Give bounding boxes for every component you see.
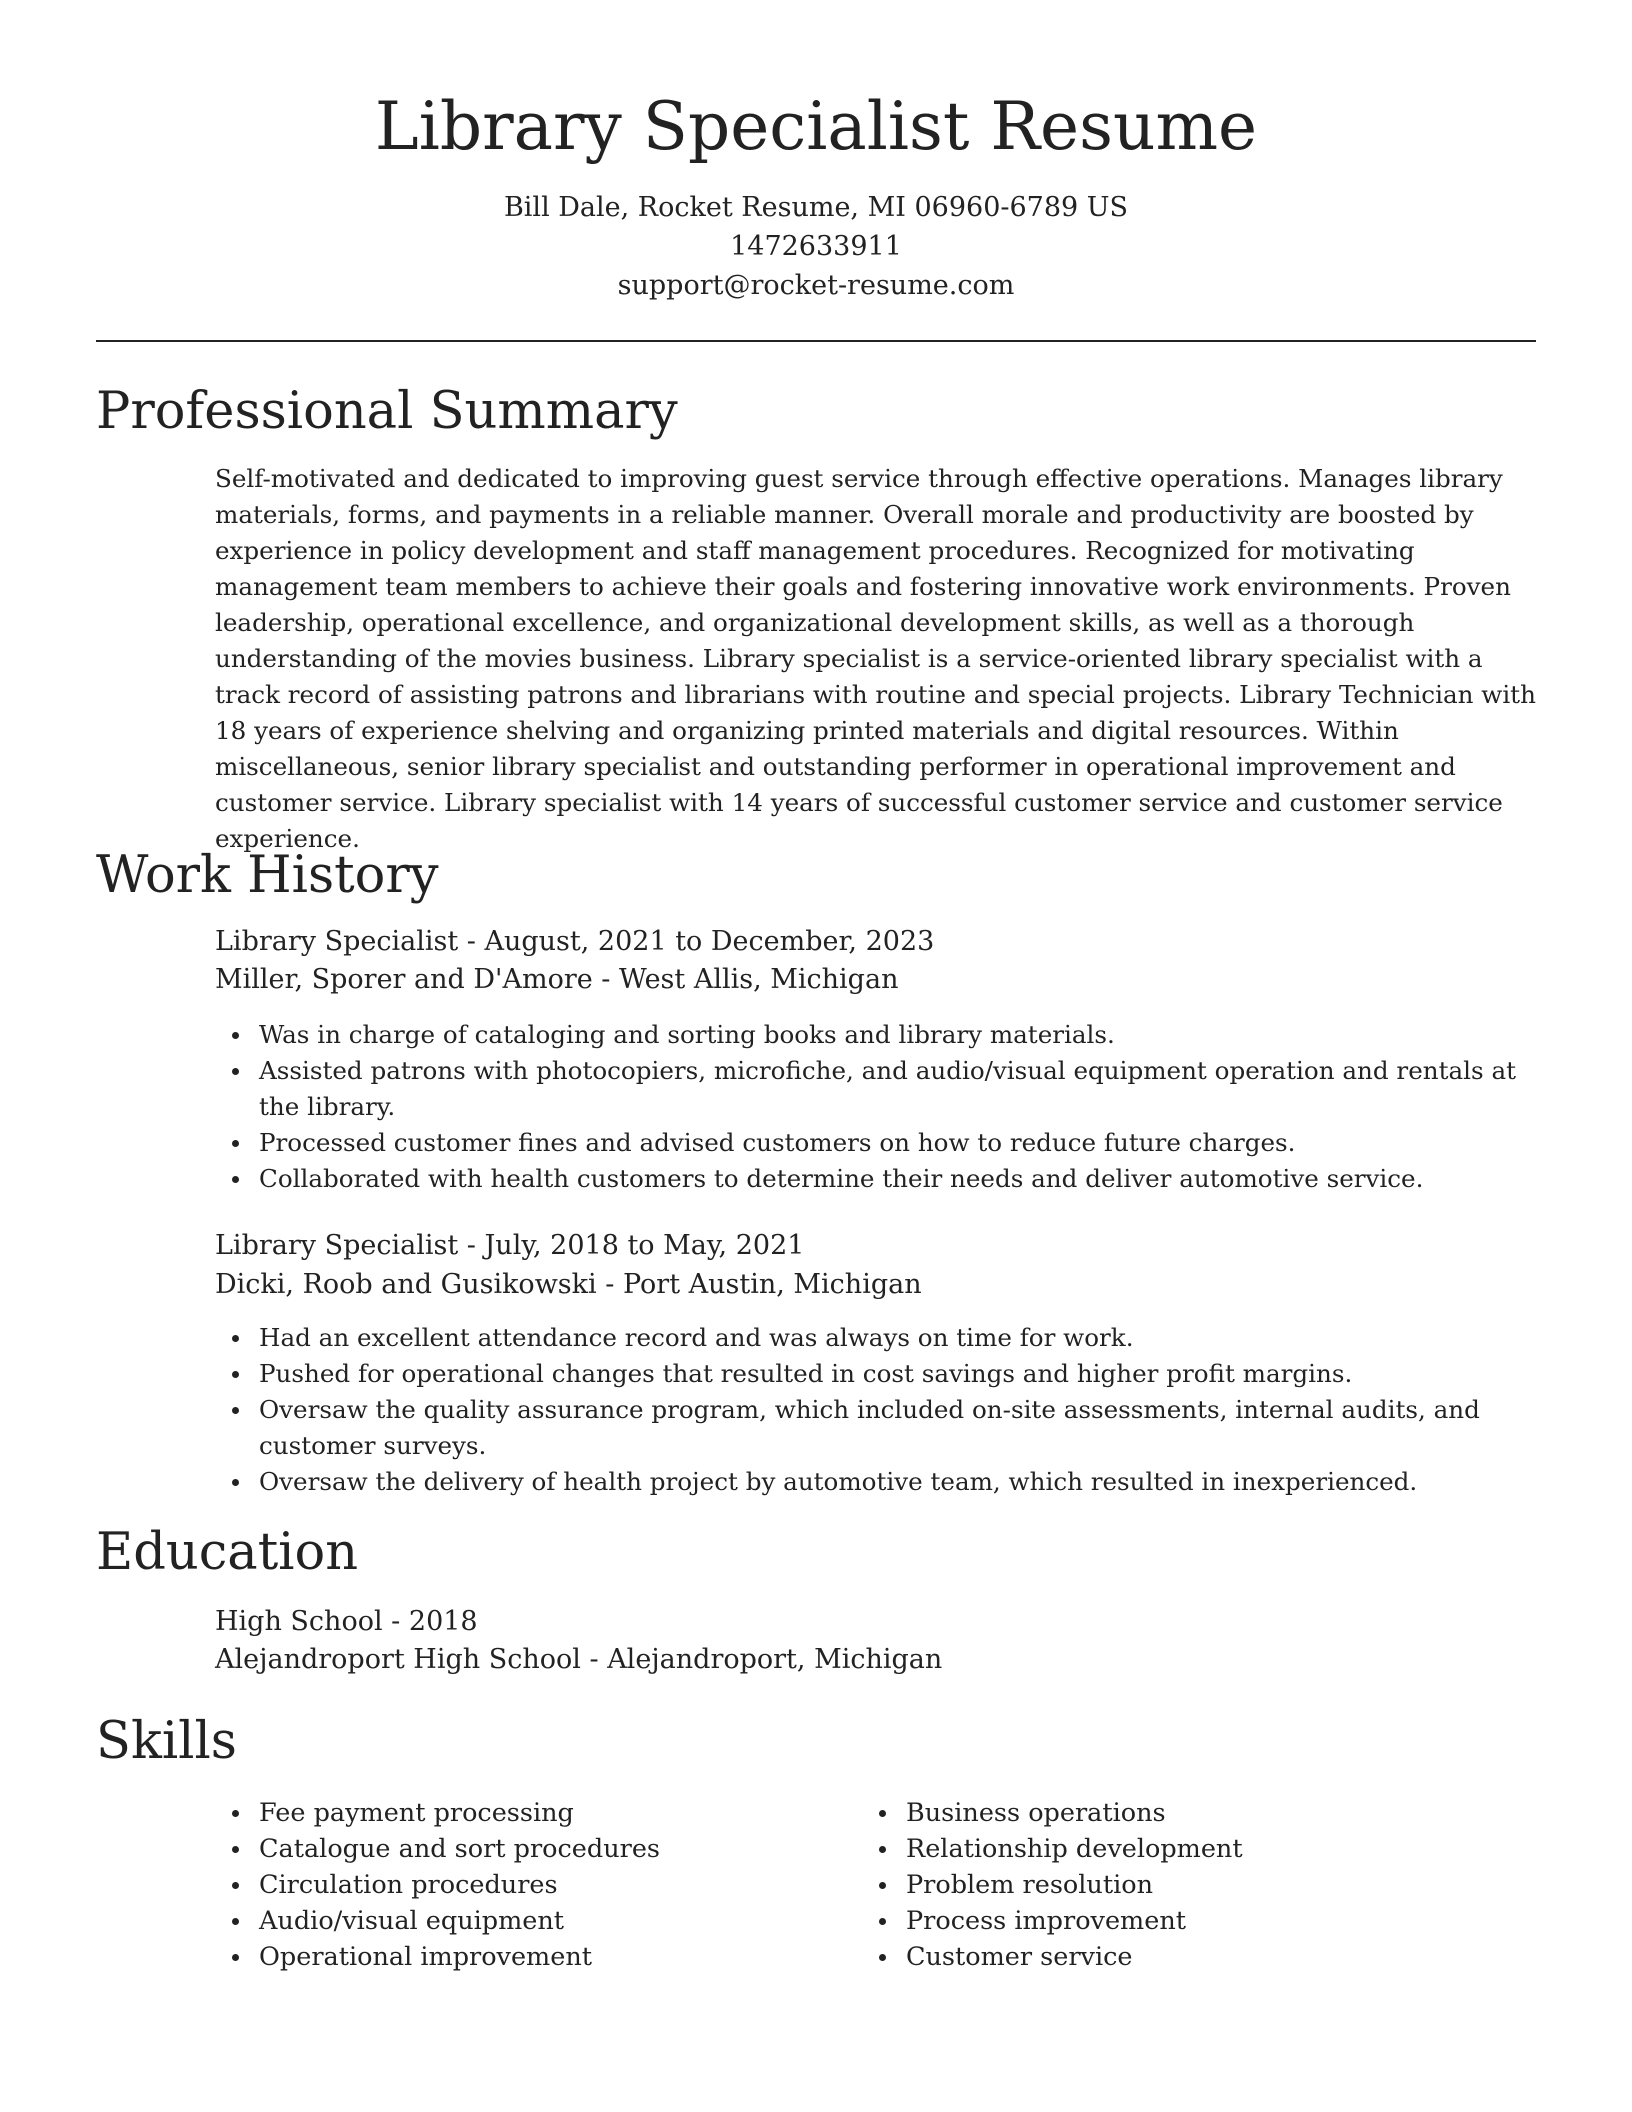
list-item: Business operations [906,1795,1462,1831]
list-item: Assisted patrons with photocopiers, microfiche, and audio/visual equipment operation and rentals at the library. [259,1053,1536,1125]
list-item: Oversaw the quality assurance program, which included on-site assessments, internal audits, and customer surveys. [259,1392,1536,1464]
job-2-title-line [215,1227,804,1265]
contact-address: Bill Dale, Rocket Resume, MI 06960-6789 US [503,192,1129,223]
education-school-line [215,1641,942,1679]
list-item: Process improvement [906,1903,1462,1939]
separator: - [458,1230,485,1261]
graduation-year: 2018 [408,1606,478,1637]
degree: High School [215,1606,383,1637]
list-item: Customer service [906,1939,1462,1975]
job-location: Port Austin, Michigan [622,1269,922,1300]
list-item: Was in charge of cataloging and sorting books and library materials. [259,1017,1536,1053]
summary-heading: Professional Summary [96,382,678,441]
job-title: Library Specialist [215,1230,459,1261]
header-divider [96,340,1536,342]
list-item: Relationship development [906,1831,1462,1867]
job-1-company-line [215,961,898,999]
separator: - [580,1644,608,1675]
list-item: Oversaw the delivery of health project by automotive team, which resulted in inexperienced. [259,1464,1536,1500]
job-2-company-line [215,1266,922,1304]
skills-list-left [215,1795,815,1975]
separator: - [596,1269,623,1300]
list-item: Pushed for operational changes that resulted in cost savings and higher profit margins. [259,1356,1536,1392]
education-degree-line [215,1603,478,1641]
skills-list-right [862,1795,1462,1975]
job-title: Library Specialist [215,926,459,957]
skills-heading: Skills [96,1712,237,1771]
work-history-heading: Work History [96,846,439,905]
separator: - [458,926,485,957]
job-dates: August, 2021 to December, 2023 [484,926,935,957]
job-dates: July, 2018 to May, 2021 [484,1230,805,1261]
list-item: Processed customer fines and advised customers on how to reduce future charges. [259,1125,1536,1161]
job-location: West Allis, Michigan [619,964,899,995]
list-item: Fee payment processing [259,1795,815,1831]
contact-phone: 1472633911 [730,231,902,262]
separator: - [592,964,620,995]
list-item: Audio/visual equipment [259,1903,815,1939]
job-2-bullets [215,1320,1536,1500]
contact-block [0,188,1632,305]
separator: - [382,1606,409,1637]
school-name: Alejandroport High School [215,1644,581,1675]
school-location: Alejandroport, Michigan [607,1644,943,1675]
company-name: Dicki, Roob and Gusikowski [215,1269,597,1300]
education-heading: Education [96,1523,359,1582]
resume-title: Library Specialist Resume [374,88,1258,165]
list-item: Had an excellent attendance record and was always on time for work. [259,1320,1536,1356]
list-item: Circulation procedures [259,1867,815,1903]
job-1-title-line [215,923,934,961]
list-item: Catalogue and sort procedures [259,1831,815,1867]
list-item: Collaborated with health customers to determine their needs and deliver automotive service. [259,1161,1536,1197]
list-item: Problem resolution [906,1867,1462,1903]
contact-email: support@rocket-resume.com [617,270,1015,301]
company-name: Miller, Sporer and D'Amore [215,964,593,995]
list-item: Operational improvement [259,1939,815,1975]
summary-text: Self-motivated and dedicated to improving guest service through effective operations. Manages library materials, forms, and payments in a reliable manner. Overall morale and productivity are boosted by experience in policy development and staff management procedures. Recognized for motivating management team members to achieve their goals and fostering innovative work environments. Proven leadership, operational excellence, and organizational development skills, as well as a thorough understanding of the movies business. Library specialist is a service-oriented library specialist with a track record of assisting patrons and librarians with routine and special projects. Library Technician with 18 years of experience shelving and organizing printed materials and digital resources. Within miscellaneous, senior library specialist and outstanding performer in operational improvement and customer service. Library specialist with 14 years of successful customer service and customer service experience. [215,464,1536,853]
job-1-bullets [215,1017,1536,1197]
